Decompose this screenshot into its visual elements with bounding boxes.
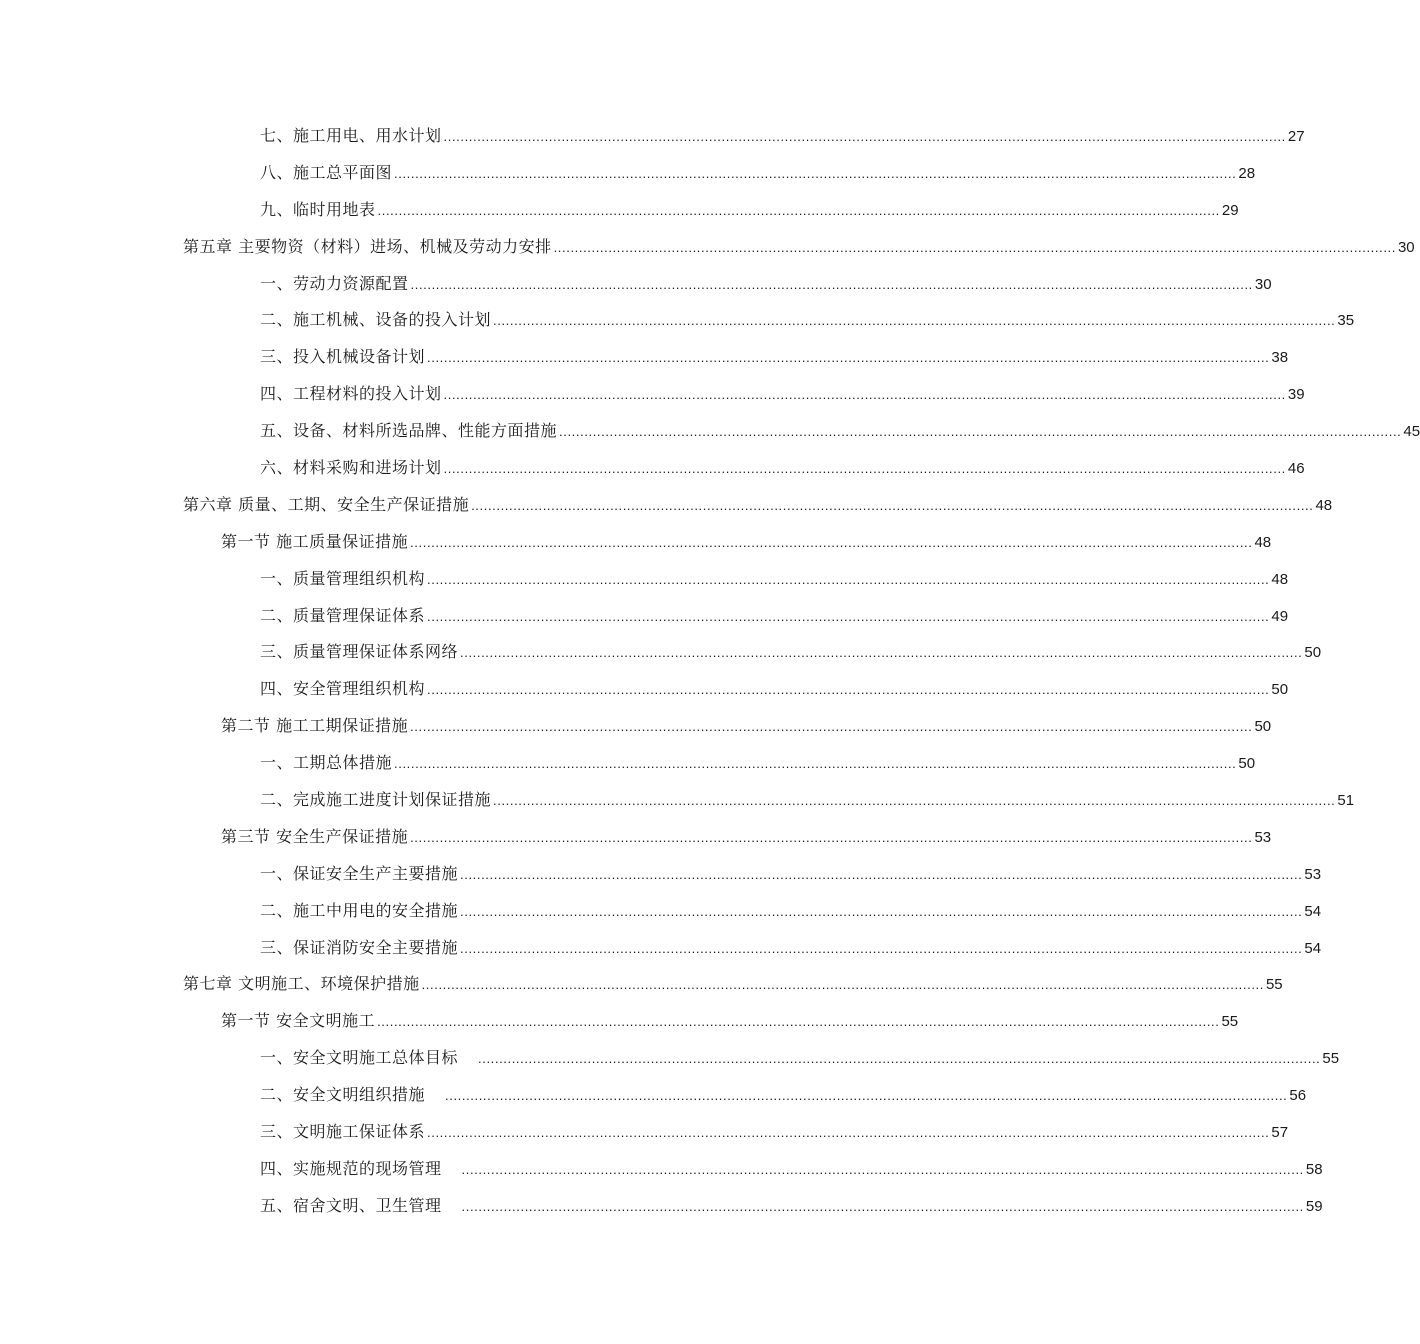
dot-leader: ........................................................................................................................................................................................................ (471, 497, 1314, 513)
toc-item-entry[interactable] (0, 598, 1289, 635)
toc-page-number: 38 (1271, 349, 1289, 367)
dot-leader: ........................................................................................................................................................................................................ (461, 1198, 1304, 1214)
toc-entry-line (221, 531, 1272, 553)
toc-page-number: 55 (1322, 1050, 1340, 1068)
dot-leader: ........................................................................................................................................................................................................ (493, 313, 1336, 329)
toc-entry-line (260, 273, 1272, 295)
toc-item-entry[interactable] (0, 376, 1305, 413)
dot-leader: ........................................................................................................................................................................................................ (478, 1051, 1321, 1067)
toc-page-number: 28 (1238, 164, 1256, 182)
dot-leader: ........................................................................................................................................................................................................ (460, 940, 1303, 956)
toc-page-number: 58 (1305, 1160, 1323, 1178)
toc-item-entry[interactable] (0, 634, 1322, 671)
toc-page-number: 54 (1304, 939, 1322, 957)
toc-item-entry[interactable] (0, 745, 1256, 782)
toc-item-entry[interactable] (0, 561, 1289, 598)
toc-entry-line (260, 421, 1420, 442)
toc-entry-title: 四、实施规范的现场管理 (260, 1158, 442, 1178)
dot-leader: ........................................................................................................................................................................................................ (377, 202, 1220, 218)
dot-leader: ........................................................................................................................................................................................................ (410, 829, 1253, 845)
toc-entry-title: 三、保证消防安全主要措施 (260, 937, 459, 957)
dot-leader: ........................................................................................................................................................................................................ (461, 1161, 1304, 1177)
toc-entry-line (260, 199, 1239, 221)
toc-page-number: 30 (1397, 238, 1415, 256)
dot-leader: ........................................................................................................................................................................................................ (460, 903, 1303, 919)
dot-leader: ........................................................................................................................................................................................................ (427, 350, 1270, 366)
toc-section-entry[interactable] (0, 819, 1272, 856)
dot-leader: ........................................................................................................................................................................................................ (410, 719, 1253, 735)
toc-entry-line (183, 974, 1283, 995)
toc-entry-title: 九、临时用地表 (260, 199, 376, 219)
toc-entry-title: 六、材料采购和进场计划 (260, 457, 442, 477)
toc-page-number: 27 (1287, 127, 1305, 145)
toc-page-number: 39 (1287, 386, 1305, 404)
toc-entry-title: 四、工程材料的投入计划 (260, 384, 442, 404)
toc-page-number: 48 (1271, 570, 1289, 588)
toc-entry-line (260, 642, 1322, 663)
toc-item-entry[interactable] (0, 155, 1256, 192)
toc-entry-title: 第七章 文明施工、环境保护措施 (183, 974, 420, 994)
toc-item-entry[interactable] (0, 782, 1355, 819)
dot-leader: ........................................................................................................................................................................................................ (427, 571, 1270, 587)
dot-leader: ........................................................................................................................................................................................................ (493, 792, 1336, 808)
toc-entry-line (221, 826, 1272, 848)
toc-entry-line (260, 162, 1256, 184)
toc-page-number: 29 (1221, 201, 1239, 219)
toc-page-number: 50 (1304, 644, 1322, 662)
toc-entry-title: 五、设备、材料所选品牌、性能方面措施 (260, 421, 558, 441)
toc-entry-title: 第一节 安全文明施工 (221, 1011, 376, 1031)
toc-entry-title: 四、安全管理组织机构 (260, 679, 426, 699)
dot-leader: ........................................................................................................................................................................................................ (443, 387, 1286, 403)
toc-item-entry[interactable] (0, 1151, 1323, 1188)
toc-entry-line (221, 716, 1272, 737)
toc-item-entry[interactable] (0, 1077, 1307, 1114)
toc-page-number: 50 (1254, 718, 1272, 736)
toc-chapter-entry[interactable] (0, 487, 1333, 524)
toc-item-entry[interactable] (0, 671, 1289, 708)
dot-leader: ........................................................................................................................................................................................................ (421, 977, 1264, 993)
toc-section-entry[interactable] (0, 524, 1272, 561)
toc-entry-line (260, 457, 1305, 479)
toc-entry-title: 一、安全文明施工总体目标 (260, 1048, 459, 1068)
toc-page-number: 30 (1254, 275, 1272, 293)
toc-page-number: 50 (1238, 755, 1256, 773)
dot-leader: ........................................................................................................................................................................................................ (427, 1124, 1270, 1140)
toc-entry-title: 一、工期总体措施 (260, 753, 393, 773)
toc-item-entry[interactable] (0, 266, 1272, 303)
toc-entry-title: 二、质量管理保证体系 (260, 605, 426, 625)
toc-entry-title: 三、质量管理保证体系网络 (260, 642, 459, 662)
toc-entry-line (260, 679, 1289, 700)
dot-leader: ........................................................................................................................................................................................................ (427, 682, 1270, 698)
toc-page-number: 49 (1271, 607, 1289, 625)
toc-item-entry[interactable] (0, 893, 1322, 930)
toc-page-number: 56 (1289, 1087, 1307, 1105)
toc-entry-line (183, 494, 1333, 516)
toc-page-number: 55 (1265, 976, 1283, 994)
toc-entry-line (260, 1158, 1323, 1180)
toc-item-entry[interactable] (0, 1040, 1340, 1077)
toc-page-number: 54 (1304, 902, 1322, 920)
toc-entry-line (260, 753, 1256, 774)
toc-item-entry[interactable] (0, 302, 1355, 339)
toc-page-number: 57 (1271, 1123, 1289, 1141)
toc-entry-title: 一、质量管理组织机构 (260, 568, 426, 588)
toc-entry-title: 五、宿舍文明、卫生管理 (260, 1195, 442, 1215)
dot-leader: ........................................................................................................................................................................................................ (553, 239, 1396, 255)
dot-leader: ........................................................................................................................................................................................................ (377, 1014, 1220, 1030)
dot-leader: ........................................................................................................................................................................................................ (443, 460, 1286, 476)
toc-entry-line (260, 568, 1289, 590)
toc-entry-title: 第五章 主要物资（材料）进场、机械及劳动力安排 (183, 236, 552, 256)
toc-item-entry[interactable] (0, 118, 1305, 155)
toc-entry-title: 第一节 施工质量保证措施 (221, 531, 409, 551)
toc-entry-title: 二、施工机械、设备的投入计划 (260, 310, 492, 330)
toc-page-number: 59 (1305, 1197, 1323, 1215)
toc-entry-title: 三、文明施工保证体系 (260, 1121, 426, 1141)
table-of-contents (0, 118, 1420, 1225)
toc-entry-line (260, 605, 1289, 627)
dot-leader: ........................................................................................................................................................................................................ (445, 1088, 1288, 1104)
toc-entry-title: 二、安全文明组织措施 (260, 1085, 426, 1105)
toc-page-number: 46 (1287, 459, 1305, 477)
toc-page-number: 50 (1271, 681, 1289, 699)
toc-entry-title: 二、完成施工进度计划保证措施 (260, 789, 492, 809)
toc-entry-title: 第三节 安全生产保证措施 (221, 826, 409, 846)
dot-leader: ........................................................................................................................................................................................................ (427, 608, 1270, 624)
toc-entry-line (260, 1121, 1289, 1143)
toc-page-number: 45 (1403, 423, 1420, 441)
toc-item-entry[interactable] (0, 1188, 1323, 1225)
toc-section-entry[interactable] (0, 1003, 1239, 1040)
toc-entry-title: 一、劳动力资源配置 (260, 273, 409, 293)
toc-entry-line (260, 310, 1355, 331)
toc-item-entry[interactable] (0, 930, 1322, 967)
dot-leader: ........................................................................................................................................................................................................ (443, 128, 1286, 144)
toc-entry-line (260, 789, 1355, 811)
toc-item-entry[interactable] (0, 413, 1420, 450)
dot-leader: ........................................................................................................................................................................................................ (460, 866, 1303, 882)
toc-page-number: 55 (1221, 1013, 1239, 1031)
toc-entry-title: 二、施工中用电的安全措施 (260, 900, 459, 920)
dot-leader: ........................................................................................................................................................................................................ (410, 534, 1253, 550)
toc-entry-title: 七、施工用电、用水计划 (260, 125, 442, 145)
toc-entry-line (260, 125, 1305, 147)
toc-chapter-entry[interactable] (0, 229, 1415, 266)
toc-entry-line (260, 900, 1322, 922)
toc-page-number: 48 (1254, 533, 1272, 551)
toc-entry-line (260, 384, 1305, 405)
dot-leader: ........................................................................................................................................................................................................ (460, 645, 1303, 661)
toc-item-entry[interactable] (0, 1114, 1289, 1151)
toc-item-entry[interactable] (0, 856, 1322, 893)
toc-entry-line (183, 236, 1415, 258)
toc-entry-title: 一、保证安全生产主要措施 (260, 863, 459, 883)
dot-leader: ........................................................................................................................................................................................................ (394, 165, 1237, 181)
toc-section-entry[interactable] (0, 708, 1272, 745)
toc-entry-line (221, 1011, 1239, 1032)
toc-entry-line (260, 1048, 1340, 1069)
dot-leader: ........................................................................................................................................................................................................ (559, 424, 1402, 440)
toc-page-number: 48 (1315, 496, 1333, 514)
toc-page-number: 53 (1254, 828, 1272, 846)
toc-entry-title: 三、投入机械设备计划 (260, 347, 426, 367)
toc-entry-line (260, 1085, 1307, 1106)
dot-leader: ........................................................................................................................................................................................................ (410, 276, 1253, 292)
toc-page-number: 35 (1337, 312, 1355, 330)
toc-page-number: 51 (1337, 791, 1355, 809)
toc-chapter-entry[interactable] (0, 966, 1283, 1003)
toc-entry-line (260, 937, 1322, 959)
toc-entry-title: 第二节 施工工期保证措施 (221, 716, 409, 736)
toc-entry-line (260, 863, 1322, 885)
dot-leader: ........................................................................................................................................................................................................ (394, 756, 1237, 772)
toc-entry-line (260, 347, 1289, 368)
toc-entry-title: 八、施工总平面图 (260, 162, 393, 182)
toc-entry-line (260, 1195, 1323, 1217)
toc-item-entry[interactable] (0, 450, 1305, 487)
toc-item-entry[interactable] (0, 339, 1289, 376)
toc-item-entry[interactable] (0, 192, 1239, 229)
toc-entry-title: 第六章 质量、工期、安全生产保证措施 (183, 494, 470, 514)
toc-page-number: 53 (1304, 865, 1322, 883)
